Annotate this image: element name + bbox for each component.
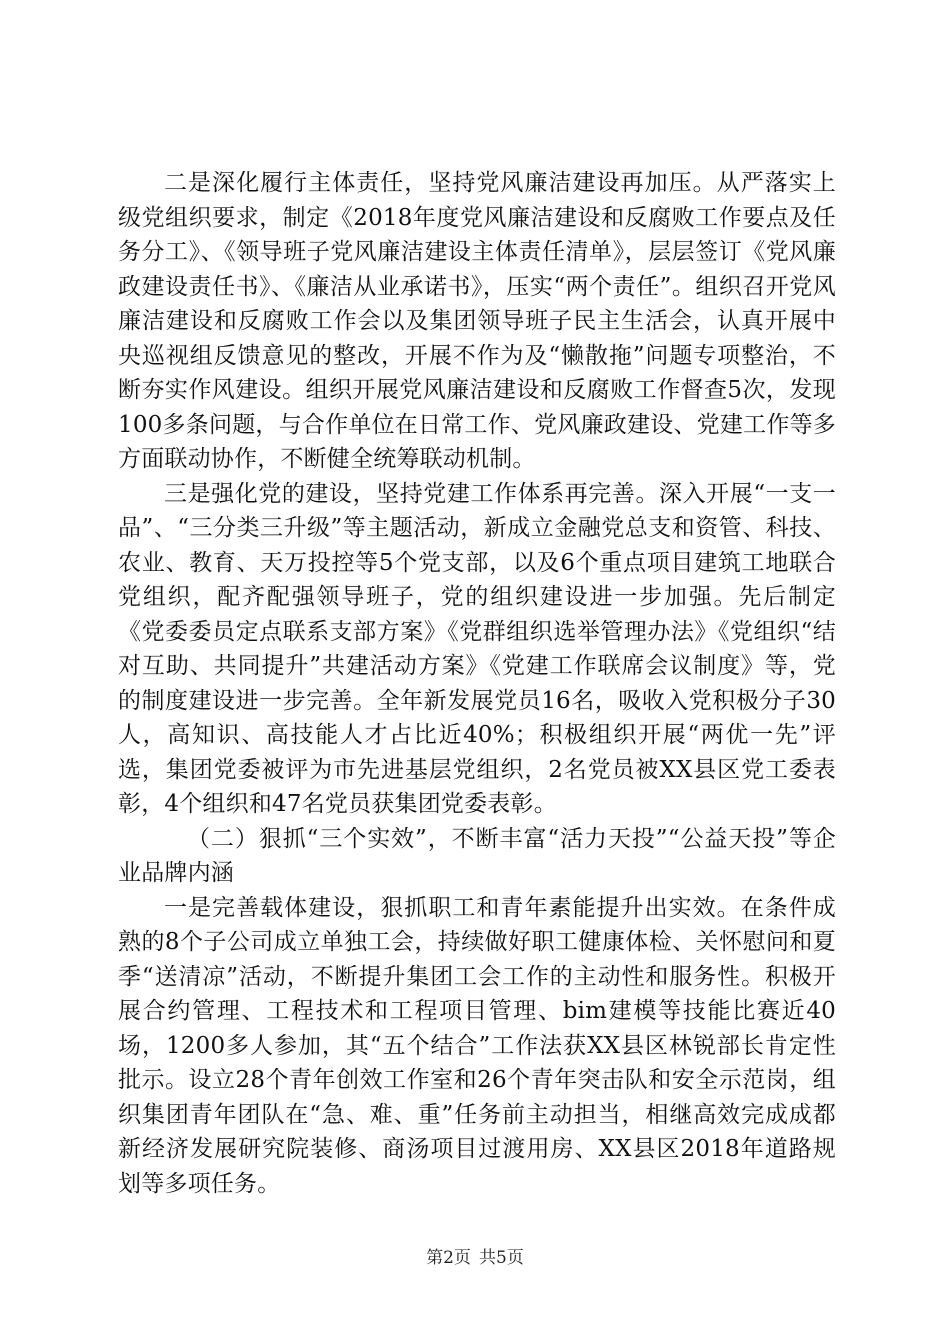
page-number: 第2页 xyxy=(426,1248,471,1268)
paragraph-discipline: 二是深化履行主体责任，坚持党风廉洁建设再加压。从严落实上级党组织要求，制定《2018年度党风廉洁建设和反腐败工作要点及任务分工》、《领导班子党风廉洁建设主体责任清单》，层层签订《党风廉政建设责任书》、《廉洁从业承诺书》，压实“两个责任”。组织召开党风廉洁建设和反腐败工作会以及集团领导班子民主生活会，认真开展中央巡视组反馈意见的整改，开展不作为及“懒散拖”问题专项整治，不断夯实作风建设。组织开展党风廉洁建设和反腐败工作督查5次，发现100多条问题，与合作单位在日常工作、党风廉政建设、党建工作等多方面联动协作，不断健全统筹联动机制。 xyxy=(118,170,836,472)
page-total: 共5页 xyxy=(479,1248,524,1268)
paragraph-party-building: 三是强化党的建设，坚持党建工作体系再完善。深入开展“一支一品”、“三分类三升级”等主题活动，新成立金融党总支和资管、科技、农业、教育、天万投控等5个党支部，以及6个重点项目建筑工地联合党组织，配齐配强领导班子，党的组织建设进一步加强。先后制定《党委委员定点联系支部方案》《党群组织选举管理办法》《党组织“结对互助、共同提升”共建活动方案》《党建工作联席会议制度》等，党的制度建设进一步完善。全年新发展党员16名，吸收入党积极分子30人，高知识、高技能人才占比近40%；积极组织开展“两优一先”评选，集团党委被评为市先进基层党组织，2名党员被XX县区党工委表彰，4个组织和47名党员获集团党委表彰。 xyxy=(118,480,836,817)
page-footer xyxy=(0,1246,950,1270)
section-heading: （二）狠抓“三个实效”，不断丰富“活力天投”“公益天投”等企业品牌内涵 xyxy=(118,825,836,886)
document-body xyxy=(118,166,836,1201)
paragraph-carrier-building: 一是完善载体建设，狠抓职工和青年素能提升出实效。在条件成熟的8个子公司成立单独工会，持续做好职工健康体检、关怀慰问和夏季“送清凉”活动，不断提升集团工会工作的主动性和服务性。积极开展合约管理、工程技术和工程项目管理、bim建模等技能比赛近40场，1200多人参加，其“五个结合”工作法获XX县区林锐部长肯定性批示。设立28个青年创效工作室和26个青年突击队和安全示范岗，组织集团青年团队在“急、难、重”任务前主动担当，相继高效完成成都新经济发展研究院装修、商汤项目过渡用房、XX县区2018年道路规划等多项任务。 xyxy=(118,894,836,1197)
